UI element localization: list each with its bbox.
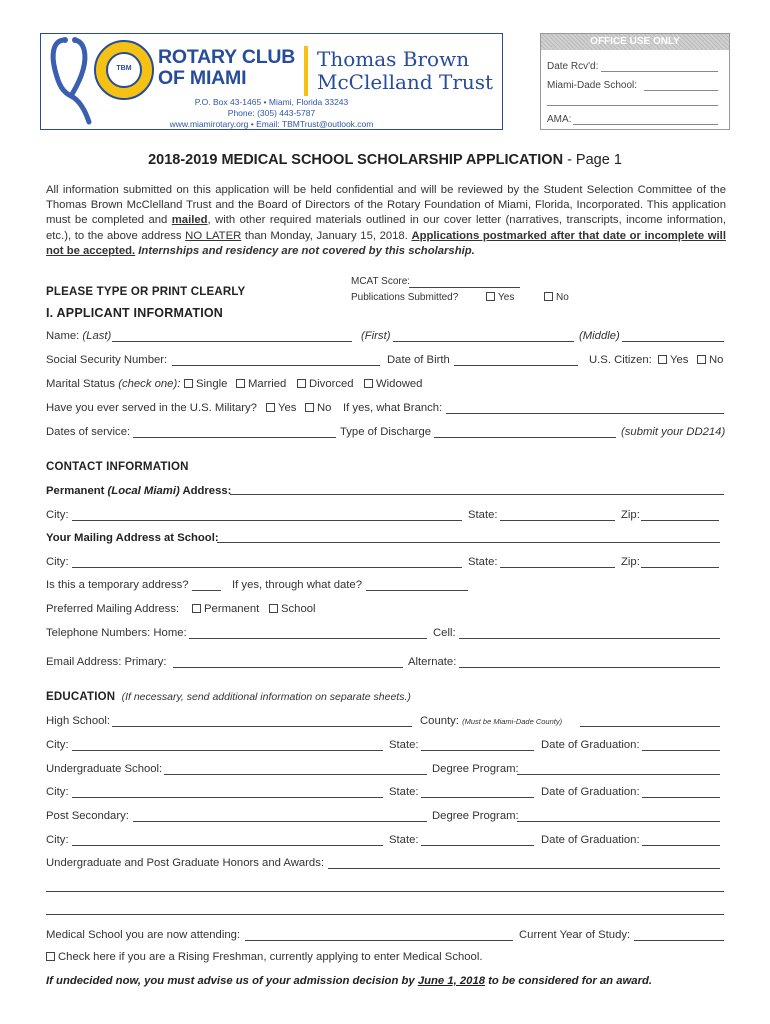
state-field[interactable] [421, 797, 534, 798]
undergrad-school-label: Undergraduate School: [46, 763, 163, 775]
office-use-box [540, 33, 730, 130]
middle-name-label: (Middle) [579, 330, 620, 342]
rising-freshman-option[interactable]: Check here if you are a Rising Freshman, currently applying to enter Medical School. [46, 951, 482, 963]
discharge-label: Type of Discharge [340, 426, 432, 438]
divider-bar [304, 46, 308, 96]
letterhead [40, 33, 503, 130]
us-citizen-label: U.S. Citizen: [589, 354, 652, 366]
school-address-label: Your Mailing Address at School: [46, 532, 219, 544]
state-label: State: [389, 739, 419, 751]
marital-status-label: Marital Status (check one): [46, 378, 181, 390]
dates-of-service-label: Dates of service: [46, 426, 131, 438]
dob-field[interactable] [454, 365, 578, 366]
grad-date-label: Date of Graduation: [541, 786, 640, 798]
grad-date-field[interactable] [642, 750, 720, 751]
state-label: State: [389, 834, 419, 846]
honors-label: Undergraduate and Post Graduate Honors and Awards: [46, 857, 324, 869]
miami-dade-school-label: Miami-Dade School: [547, 80, 638, 91]
through-date-field[interactable] [366, 590, 468, 591]
citizen-yes[interactable]: Yes [658, 354, 688, 366]
page-title: 2018-2019 MEDICAL SCHOOL SCHOLARSHIP APPLICATION - Page 1 [148, 152, 622, 168]
checkbox[interactable] [184, 379, 193, 388]
publications-label: Publications Submitted? [351, 292, 459, 303]
checkbox[interactable] [269, 604, 278, 613]
military-label: Have you ever served in the U.S. Military? [46, 402, 257, 414]
logo-text: TBM [116, 65, 132, 72]
honors-field-line-3[interactable] [46, 914, 724, 915]
city-field[interactable] [72, 797, 383, 798]
city-field[interactable] [72, 845, 383, 846]
grad-date-field[interactable] [642, 845, 720, 846]
degree-program-label: Degree Program: [432, 763, 519, 775]
mcat-score-label: MCAT Score: [351, 276, 411, 287]
contact-section-heading: CONTACT INFORMATION [46, 461, 189, 473]
state-label: State: [468, 556, 498, 568]
post-secondary-label: Post Secondary: [46, 810, 129, 822]
cell-field[interactable] [459, 638, 720, 639]
trust-name: Thomas Brown McClelland Trust [317, 47, 494, 94]
branch-label: If yes, what Branch: [343, 402, 443, 414]
rotary-club-name: ROTARY CLUB OF MIAMI [158, 46, 296, 89]
grad-date-label: Date of Graduation: [541, 739, 640, 751]
school-address-field[interactable] [217, 542, 720, 543]
publications-yes[interactable]: Yes [486, 292, 514, 303]
preferred-school[interactable]: School [269, 603, 316, 615]
city-field[interactable] [72, 520, 462, 521]
dob-label: Date of Birth [387, 354, 450, 366]
degree-program-field[interactable] [517, 821, 720, 822]
year-of-study-label: Current Year of Study: [519, 929, 631, 941]
office-use-title: OFFICE USE ONLY [541, 34, 729, 50]
branch-field[interactable] [446, 413, 724, 414]
cell-label: Cell: [433, 627, 456, 639]
state-field[interactable] [421, 750, 534, 751]
county-field[interactable] [580, 726, 720, 727]
checkbox[interactable] [486, 292, 495, 301]
middle-name-field[interactable] [622, 341, 724, 342]
permanent-address-label: Permanent (Local Miami) Address: [46, 485, 232, 497]
publications-no[interactable]: No [544, 292, 569, 303]
city-label: City: [46, 509, 69, 521]
undergrad-school-field[interactable] [164, 774, 427, 775]
date-rcvd-field[interactable] [601, 71, 718, 72]
high-school-label: High School: [46, 715, 111, 727]
zip-field[interactable] [641, 520, 719, 521]
ama-field[interactable] [573, 124, 718, 125]
zip-field[interactable] [641, 567, 719, 568]
honors-field[interactable] [328, 868, 720, 869]
mcat-score-field[interactable] [409, 287, 520, 288]
city-label: City: [46, 834, 69, 846]
city-label: City: [46, 739, 69, 751]
citizen-no[interactable]: No [697, 354, 723, 366]
email-primary-label: Email Address: Primary: [46, 656, 167, 668]
temporary-address-label: Is this a temporary address? [46, 579, 189, 591]
discharge-field[interactable] [434, 437, 616, 438]
email-primary-field[interactable] [173, 667, 403, 668]
city-label: City: [46, 786, 69, 798]
military-yes[interactable]: Yes [266, 402, 296, 414]
state-field[interactable] [421, 845, 534, 846]
honors-field-line-2[interactable] [46, 891, 724, 892]
city-label: City: [46, 556, 69, 568]
phone-line: Phone: (305) 443-5787 [227, 108, 316, 118]
miami-dade-school-field-2[interactable] [547, 105, 718, 106]
please-type-heading: PLEASE TYPE OR PRINT CLEARLY [46, 286, 246, 298]
name-label: Name: (Last) [46, 330, 112, 342]
county-label: County: (Must be Miami-Dade County) [420, 715, 563, 727]
through-date-label: If yes, through what date? [232, 579, 362, 591]
ssn-label: Social Security Number: [46, 354, 168, 366]
education-heading: EDUCATION (If necessary, send additional information on separate sheets.) [46, 691, 411, 703]
zip-label: Zip: [621, 509, 640, 521]
grad-date-field[interactable] [642, 797, 720, 798]
telephone-home-label: Telephone Numbers: Home: [46, 627, 187, 639]
email-alternate-field[interactable] [459, 667, 720, 668]
intro-paragraph: All information submitted on this application will be held confidential and will be reviewed by the Student Selection Committee of the Thomas Brown McClelland Trust and the Board of Directors of the Rotary Foundation of Miami, Florida, Incorporated. This application must be completed and mailed, with other required materials outlined in our cover letter (narratives, transcripts, income information, etc.), to the above address NO LATER than Monday, January 15, 2018. Applications postmarked after that date or incomplete will not be accepted. Internships and residency are not covered by this scholarship. [46, 184, 727, 257]
medical-school-field[interactable] [245, 940, 513, 941]
checkbox[interactable] [658, 355, 667, 364]
degree-program-label: Degree Program: [432, 810, 519, 822]
preferred-permanent[interactable]: Permanent [192, 603, 259, 615]
checkbox[interactable] [266, 403, 275, 412]
checkbox[interactable] [192, 604, 201, 613]
rotary-seal-logo [94, 40, 154, 100]
state-field[interactable] [500, 520, 615, 521]
checkbox[interactable] [544, 292, 553, 301]
applicant-section-heading: I. APPLICANT INFORMATION [46, 306, 224, 320]
checkbox[interactable] [305, 403, 314, 412]
last-name-field[interactable] [112, 341, 352, 342]
city-field[interactable] [72, 750, 383, 751]
date-rcvd-label: Date Rcv'd: [547, 61, 599, 72]
city-field[interactable] [72, 567, 462, 568]
degree-program-field[interactable] [517, 774, 720, 775]
state-field[interactable] [500, 567, 615, 568]
preferred-mailing-label: Preferred Mailing Address: [46, 603, 180, 615]
first-name-field[interactable] [393, 341, 574, 342]
web-email-line: www.miamirotary.org • Email: TBMTrust@outlook.com [169, 119, 374, 129]
post-secondary-field[interactable] [133, 821, 427, 822]
permanent-address-field[interactable] [230, 494, 724, 495]
checkbox[interactable] [236, 379, 245, 388]
dates-of-service-field[interactable] [133, 437, 336, 438]
state-label: State: [389, 786, 419, 798]
checkbox[interactable] [297, 379, 306, 388]
year-of-study-field[interactable] [634, 940, 724, 941]
telephone-home-field[interactable] [189, 638, 427, 639]
marital-married[interactable]: Married [236, 378, 286, 390]
military-no[interactable]: No [305, 402, 331, 414]
temporary-address-field[interactable] [192, 590, 221, 591]
zip-label: Zip: [621, 556, 640, 568]
state-label: State: [468, 509, 498, 521]
grad-date-label: Date of Graduation: [541, 834, 640, 846]
checkbox[interactable] [364, 379, 373, 388]
medical-school-label: Medical School you are now attending: [46, 929, 241, 941]
marital-single[interactable]: Single [184, 378, 227, 390]
checkbox[interactable] [46, 952, 55, 961]
ama-label: AMA: [547, 114, 572, 125]
email-alternate-label: Alternate: [408, 656, 457, 668]
checkbox[interactable] [697, 355, 706, 364]
first-name-label: (First) [361, 330, 391, 342]
marital-widowed[interactable]: Widowed [364, 378, 422, 390]
dd214-note: (submit your DD214) [621, 426, 726, 438]
marital-divorced[interactable]: Divorced [297, 378, 354, 390]
address-line: P.O. Box 43-1465 • Miami, Florida 33243 [194, 97, 349, 107]
high-school-field[interactable] [112, 726, 412, 727]
undecided-notice: If undecided now, you must advise us of your admission decision by June 1, 2018 to be considered for an award. [46, 975, 653, 987]
miami-dade-school-field[interactable] [644, 90, 718, 91]
ssn-field[interactable] [172, 365, 380, 366]
